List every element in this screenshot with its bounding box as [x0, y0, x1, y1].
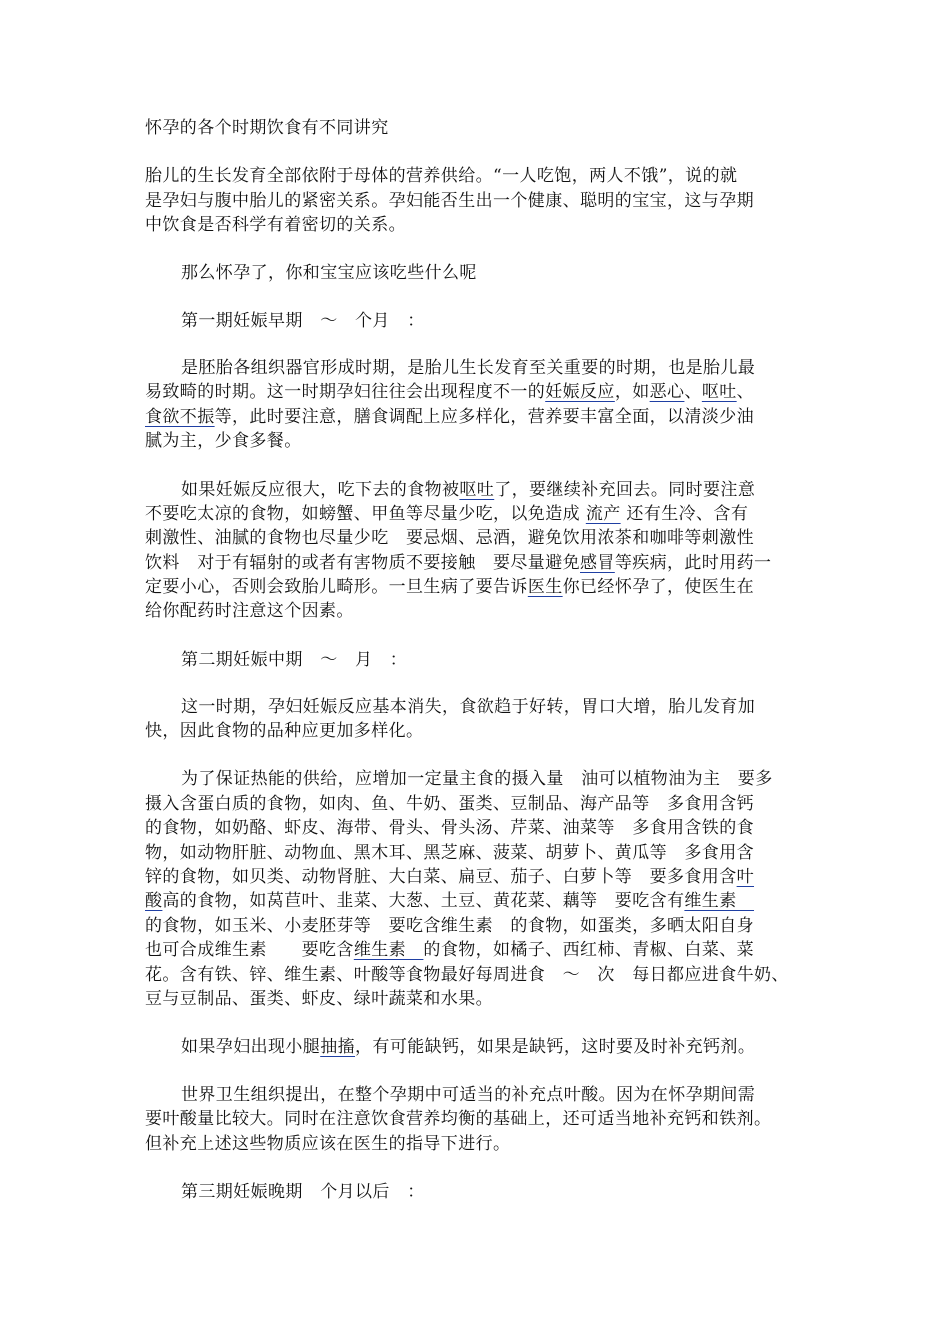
- para-6-line-3: 的食物，如奶酪、虾皮、海带、骨头、骨头汤、芹菜、油菜等 多食用含铁的食: [145, 818, 754, 838]
- para-4-line-1: 如果妊娠反应很大，吃下去的食物被呕吐了，要继续补充回去。同时要注意: [181, 480, 756, 500]
- para-6-line-9: 花。含有铁、锌、维生素、叶酸等食物最好每周进食 ～ 次 每日都应进食牛奶、: [145, 965, 789, 985]
- para-7: 如果孕妇出现小腿抽搐，有可能缺钙，如果是缺钙，这时要及时补充钙剂。: [181, 1037, 756, 1057]
- link-cold[interactable]: 感冒: [580, 553, 615, 573]
- para-3-line-3: 食欲不振等，此时要注意，膳食调配上应多样化，营养要丰富全面，以清淡少油: [145, 407, 755, 427]
- para-5-line-1: 这一时期，孕妇妊娠反应基本消失，食欲趋于好转，胃口大增，胎儿发育加: [181, 697, 756, 717]
- para-6-line-5: 锌的食物，如贝类、动物肾脏、大白菜、扁豆、茄子、白萝卜等 要多食用含叶: [145, 867, 755, 887]
- link-doctor[interactable]: 医生: [527, 577, 563, 597]
- para-5-line-2: 快，因此食物的品种应更加多样化。: [145, 721, 424, 741]
- link-cramps[interactable]: 抽搐: [320, 1037, 356, 1057]
- para-3-line-2: 易致畸的时期。这一时期孕妇往往会出现程度不一的妊娠反应，如恶心、呕吐、: [145, 382, 755, 402]
- para-6-line-1: 为了保证热能的供给，应增加一定量主食的摄入量 油可以植物油为主 要多: [181, 769, 773, 789]
- para-4-line-3: 刺激性、油腻的食物也尽量少吃 要忌烟、忌酒，避免饮用浓茶和咖啡等刺激性: [145, 528, 754, 548]
- para-4-line-2: 不要吃太凉的食物，如螃蟹、甲鱼等尽量少吃，以免造成 流产 还有生冷、含有: [145, 504, 749, 524]
- para-6-line-6: 酸高的食物，如莴苣叶、韭菜、大葱、土豆、黄花菜、藕等 要吃含有维生素: [145, 891, 755, 911]
- para-2: 那么怀孕了，你和宝宝应该吃些什么呢: [181, 263, 477, 283]
- para-8-line-2: 要叶酸量比较大。同时在注意饮食营养均衡的基础上，还可适当地补充钙和铁剂。: [145, 1109, 772, 1129]
- heading-period-2: 第二期妊娠中期 ～ 月 ：: [181, 650, 408, 670]
- link-nausea[interactable]: 恶心: [649, 382, 685, 402]
- para-4-line-4: 饮料 对于有辐射的或者有害物质不要接触 要尽量避免感冒等疾病，此时用药一: [145, 553, 772, 573]
- link-folic-acid-part-2[interactable]: 酸: [145, 891, 163, 911]
- para-6-line-7: 的食物，如玉米、小麦胚芽等 要吃含维生素 的食物，如蛋类，多晒太阳自身: [145, 916, 754, 936]
- link-loss-of-appetite[interactable]: 食欲不振: [145, 407, 215, 427]
- link-vomiting[interactable]: 呕吐: [701, 382, 737, 402]
- para-6-line-10: 豆与豆制品、蛋类、虾皮、绿叶蔬菜和水果。: [145, 989, 493, 1009]
- heading-period-3: 第三期妊娠晚期 个月以后 ：: [181, 1182, 425, 1202]
- para-3-line-4: 腻为主，少食多餐。: [145, 431, 302, 451]
- heading-period-1: 第一期妊娠早期 ～ 个月 ：: [181, 311, 425, 331]
- para-6-line-4: 物，如动物肝脏、动物血、黑木耳、黑芝麻、菠菜、胡萝卜、黄瓜等 多食用含: [145, 843, 754, 863]
- link-vitamin-1[interactable]: 维生素: [684, 891, 755, 911]
- para-6-line-8: 也可合成维生素 要吃含维生素 的食物，如橘子、西红柿、青椒、白菜、菜: [145, 940, 755, 960]
- link-miscarriage[interactable]: 流产: [585, 504, 621, 524]
- link-vomiting-2[interactable]: 呕吐: [459, 480, 495, 500]
- doc-title: 怀孕的各个时期饮食有不同讲究: [145, 118, 389, 138]
- link-vitamin-2[interactable]: 维生素: [353, 940, 424, 960]
- para-1-line-3: 中饮食是否科学有着密切的关系。: [145, 215, 406, 235]
- link-pregnancy-reaction[interactable]: 妊娠反应: [545, 382, 615, 402]
- para-8-line-1: 世界卫生组织提出，在整个孕期中可适当的补充点叶酸。因为在怀孕期间需: [181, 1085, 756, 1105]
- para-1-line-1: 胎儿的生长发育全部依附于母体的营养供给。“一人吃饱，两人不饿”，说的就: [145, 166, 738, 186]
- para-8-line-3: 但补充上述这些物质应该在医生的指导下进行。: [145, 1134, 511, 1154]
- para-4-line-5: 定要小心，否则会致胎儿畸形。一旦生病了要告诉医生你已经怀孕了，使医生在: [145, 577, 755, 597]
- para-6-line-2: 摄入含蛋白质的食物，如肉、鱼、牛奶、蛋类、豆制品、海产品等 多食用含钙: [145, 794, 754, 814]
- para-3-line-1: 是胚胎各组织器官形成时期，是胎儿生长发育至关重要的时期，也是胎儿最: [181, 358, 756, 378]
- para-1-line-2: 是孕妇与腹中胎儿的紧密关系。孕妇能否生出一个健康、聪明的宝宝，这与孕期: [145, 191, 754, 211]
- para-4-line-6: 给你配药时注意这个因素。: [145, 601, 354, 621]
- link-folic-acid-part-1[interactable]: 叶: [736, 867, 755, 887]
